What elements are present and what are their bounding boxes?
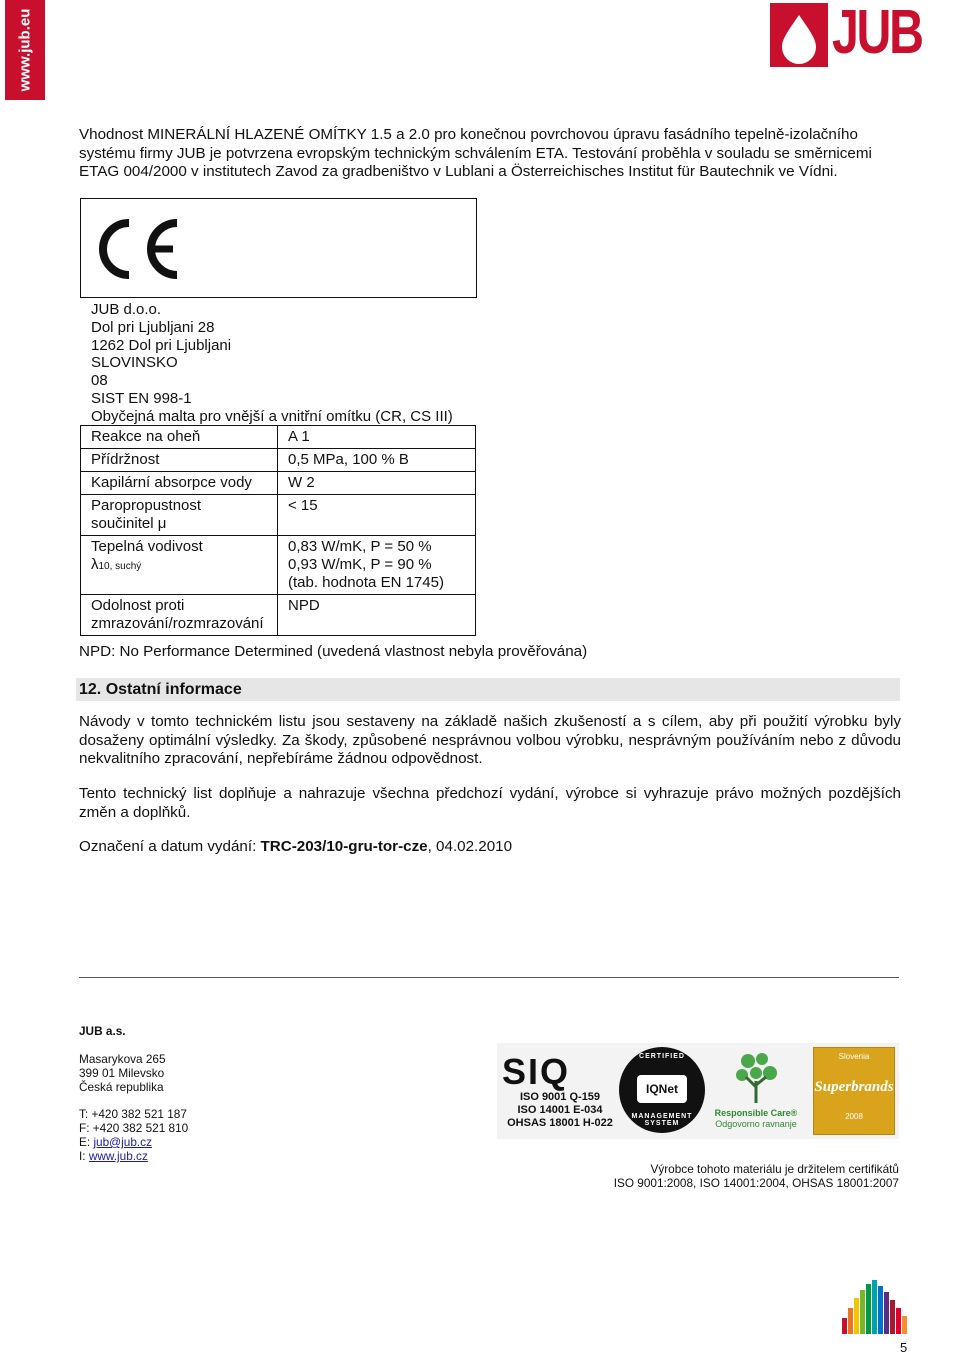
ce-line: Dol pri Ljubljani 28 <box>91 318 215 336</box>
ce-line: SIST EN 998-1 <box>91 389 192 407</box>
table-row <box>81 536 476 595</box>
responsible-care-tree-icon <box>728 1047 784 1103</box>
web-link[interactable]: www.jub.cz <box>88 1149 148 1163</box>
property-name: Kapilární absorpce vody <box>81 472 278 495</box>
company-name: JUB a.s. <box>79 1024 126 1038</box>
table-row <box>81 449 476 472</box>
table-row <box>81 495 476 536</box>
property-value: NPD <box>278 595 476 636</box>
property-name: Přídržnost <box>81 449 278 472</box>
property-name: Reakce na oheň <box>81 426 278 449</box>
npd-note: NPD: No Performance Determined (uvedená vlastnost nebyla prověřována) <box>79 643 588 660</box>
address-line: Česká republika <box>79 1080 164 1094</box>
section-heading: 12. Ostatní informace <box>76 678 900 701</box>
property-value: 0,5 MPa, 100 % B <box>278 449 476 472</box>
property-value: 0,83 W/mK, P = 50 % 0,93 W/mK, P = 90 % (tab. hodnota EN 1745) <box>278 536 476 595</box>
property-name: Paropropustnost součinitel μ <box>81 495 278 536</box>
page-number: 5 <box>900 1340 908 1355</box>
responsible-care-logo: Responsible Care® Odgovorno ravnanje <box>707 1045 805 1137</box>
certification-logos <box>497 1043 899 1139</box>
ce-mark-box <box>80 198 477 298</box>
table-row <box>81 472 476 495</box>
property-value: A 1 <box>278 426 476 449</box>
property-name: Odolnost proti zmrazování/rozmrazování <box>81 595 278 636</box>
company-contacts <box>79 1107 188 1163</box>
property-value: < 15 <box>278 495 476 536</box>
address-line: Masarykova 265 <box>79 1052 166 1066</box>
fax-text: F: +420 382 521 810 <box>79 1121 189 1135</box>
company-address <box>79 1052 166 1094</box>
web-line: I: www.jub.cz <box>79 1149 148 1163</box>
superbrands-badge: Slovenia Superbrands 2008 <box>813 1047 895 1135</box>
email-link[interactable]: jub@jub.cz <box>93 1135 152 1149</box>
issue-designation <box>79 838 901 857</box>
address-line: 399 01 Milevsko <box>79 1066 165 1080</box>
jub-logo <box>770 0 922 69</box>
paint-drop-icon <box>770 3 828 67</box>
ce-line: Obyčejná malta pro vnější a vnitřní omítku (CR, CS III) <box>91 407 453 425</box>
ce-label-text <box>91 301 453 426</box>
issue-date: , 04.02.2010 <box>427 838 513 855</box>
issue-code: TRC-203/10-gru-tor-cze <box>260 838 428 855</box>
phone-text: T: +420 382 521 187 <box>79 1107 187 1121</box>
ce-line: 08 <box>91 372 108 390</box>
certificate-note: Výrobce tohoto materiálu je držitelem certifikátů ISO 9001:2008, ISO 14001:2004, OHSAS 18001:2007 <box>613 1162 899 1190</box>
paragraph-disclaimer: Návody v tomto technickém listu jsou sestaveny na základě našich zkušeností a s cílem, aby při použití výrobku byly dosaženy optimální výsledky. Za škody, způsobené nesprávnou volbou výrobku, nesprávným používáním nebo z důvodu nekvalitního zpracování, nepřebíráme žádnou odpovědnost. <box>79 713 901 767</box>
ce-line: JUB d.o.o. <box>91 301 162 318</box>
siq-certificate: SIQ ISO 9001 Q-159 ISO 14001 E-034 OHSAS 18001 H-022 <box>502 1053 618 1130</box>
property-value: W 2 <box>278 472 476 495</box>
logo-text: JUB <box>832 0 922 67</box>
ce-mark-icon <box>93 217 183 281</box>
table-row <box>81 595 476 636</box>
footer-divider <box>79 977 899 978</box>
ce-line: 1262 Dol pri Ljubljani <box>91 336 232 354</box>
issue-label: Označení a datum vydání: <box>79 838 261 855</box>
email-line: E: jub@jub.cz <box>79 1135 152 1149</box>
siq-logo: SIQ <box>502 1051 571 1092</box>
side-tab-text: www.jub.eu <box>16 8 34 92</box>
iqnet-seal: CERTIFIED IQNet MANAGEMENT SYSTEM <box>619 1047 705 1133</box>
ce-line: SLOVINSKO <box>91 354 178 372</box>
paragraph-replacement: Tento technický list doplňuje a nahrazuje všechna předchozí vydání, výrobce si vyhrazuje právo možných pozdějších změn a doplňků. <box>79 785 901 821</box>
properties-table <box>80 425 476 636</box>
website-side-tab <box>5 0 45 100</box>
logo-drop-box <box>770 3 828 67</box>
property-name: Tepelná vodivost λ10, suchý <box>81 536 278 595</box>
corner-decoration-icon <box>842 1278 918 1338</box>
intro-paragraph: Vhodnost MINERÁLNÍ HLAZENÉ OMÍTKY 1.5 a 2.0 pro konečnou povrchovou úpravu fasádního tepelně-izolačního systému firmy JUB je potvrzena evropským technickým schválením ETA. Testování proběhla v souladu se směrnicemi ETAG 004/2000 v institutech Zavod za gradbeništvo v Lublani a Österreichisches Institut für Bautechnik ve Vídni. <box>79 126 872 180</box>
table-row <box>81 426 476 449</box>
